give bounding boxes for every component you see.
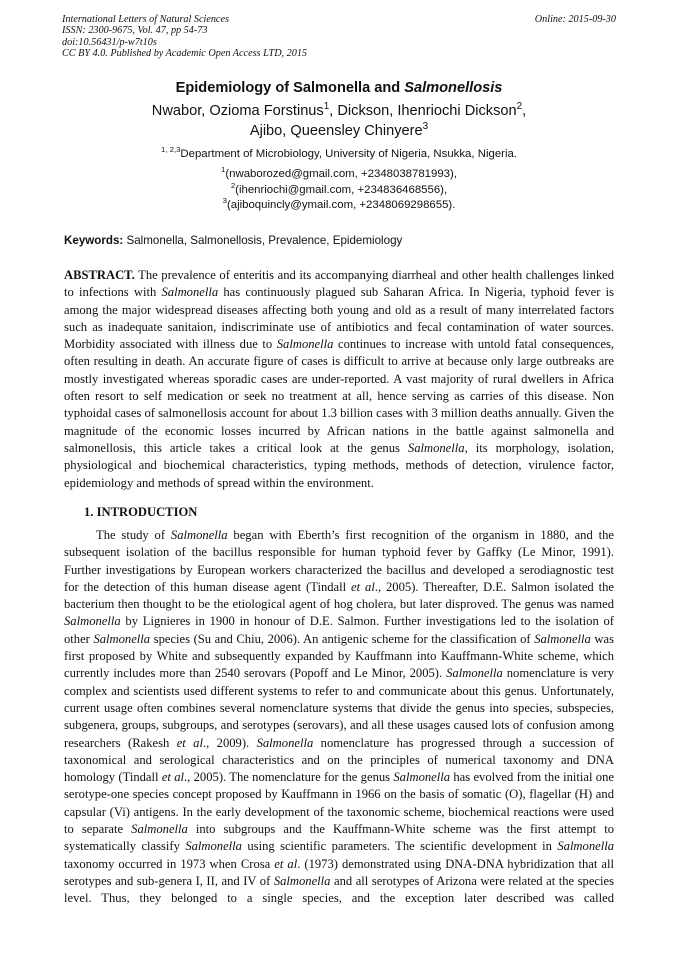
email-2-sup: 2	[230, 180, 236, 190]
journal-issn: ISSN: 2300-9675, Vol. 47, pp 54-73	[62, 25, 208, 37]
author-2-sup: 2	[516, 101, 523, 113]
contact-emails	[0, 167, 678, 214]
intro-segment: Salmonella	[393, 770, 451, 785]
intro-segment: Salmonella	[557, 839, 615, 854]
intro-segment: et al	[176, 735, 203, 750]
intro-segment: et al	[351, 579, 375, 594]
email-1-text[interactable]: (nwaborozed@gmail.com, +2348038781993),	[225, 168, 457, 180]
email-2	[0, 180, 678, 199]
intro-segment: into subgroups and the Kauffmann-White scheme was the first attempt to systematically classify	[64, 822, 614, 854]
title-italic: Salmonellosis	[404, 80, 503, 96]
author-1: Nwabor, Ozioma Forstinus	[151, 103, 324, 119]
intro-segment: . (1973) demonstrated using DNA-DNA hybridization that all serotypes and sub-genera I, II, and IV of	[64, 856, 614, 888]
affiliation	[0, 145, 678, 160]
section-heading-introduction: 1. INTRODUCTION	[84, 505, 198, 519]
intro-segment: Salmonella	[131, 822, 188, 837]
abstract-label: ABSTRACT.	[64, 268, 135, 282]
intro-segment: and all serotypes of Arizona were related at the species level. Thus, they belonged to a single species, and the exception later described was called	[64, 873, 614, 906]
intro-segment: ., 2009).	[202, 735, 257, 750]
email-1-sup: 1	[221, 165, 226, 175]
abstract-s4: , its morphology, isolation, physiological and biochemical characteristics, typing methods, methods of detection, virulence factor, epidemiology and methods of spread within the environment.	[64, 440, 614, 490]
intro-segment: Salmonella	[273, 873, 331, 888]
intro-segment: began with Eberth’s first recognition of the organism in 1880, and the subsequent isolation of the bacillus responsible for human typhoid fever by Gaffky (Le Minor, 1991). Further investigations by European workers characterized the bacillus and developed a serodiagnostic test for the detection of this human disease agent (Tindall	[64, 528, 614, 594]
intro-segment: was first proposed by White and subsequently expanded by Kauffmann into Kauffmann-White scheme, which currently includes more than 2540 serovars (Popoff and Le Minor, 2005).	[64, 631, 615, 681]
author-line-2	[0, 121, 678, 141]
affiliation-text: Department of Microbiology, University of Nigeria, Nsukka, Nigeria.	[180, 148, 517, 160]
intro-segment: nomenclature has progressed through a succession of taxonomical and serological characteristics and on the principles of numerical taxonomy and DNA homology (Tindall	[64, 735, 614, 785]
intro-segment: Salmonella	[170, 528, 228, 542]
abstract-s1: The prevalence of enteritis and its accompanying diarrheal and other health challenges linked to infections with	[64, 268, 614, 300]
email-3-text[interactable]: (ajiboquincly@ymail.com, +2348069298655).	[226, 199, 456, 212]
abstract-i2: Salmonella	[276, 337, 334, 352]
author-3: Ajibo, Queensley Chinyere	[249, 123, 423, 139]
intro-segment: ., 2005). Thereafter, D.E. Salmon isolated the bacterium then thought to be the etiological agent of hog cholera, but later disproved. The genus was named	[64, 579, 614, 612]
intro-segment: has evolved from the initial one serotype-one species concept proposed by Kauffmann in 1966 on the basis of somatic (O), flagellar (H) and capsular (Vi) antigens. In the early development of the taxonomic scheme, biochemical reactions were used to separate	[64, 770, 614, 837]
intro-segment: nomenclature is very complex and scientists used different systems to refer to and communicate about this genus. Unfortunately, current usage often combines several nomenclature systems that divide the genus into species, subspecies, subgenera, groups, subgroups, and serotypes (serovars), and all these usages caused lots of confusion among researchers (Rakesh	[64, 666, 615, 750]
keywords	[64, 234, 402, 247]
intro-segment: species (Su and Chiu, 2006). An antigenic scheme for the classification of	[150, 631, 535, 646]
author-line-1	[0, 101, 678, 121]
online-date: Online: 2015-09-30	[534, 14, 616, 25]
journal-name: International Letters of Natural Sciences	[62, 14, 229, 25]
email-3-sup: 3	[222, 196, 227, 206]
intro-segment: Salmonella	[93, 631, 151, 646]
abstract-i3: Salmonella	[407, 440, 465, 455]
author-3-sup: 3	[422, 121, 429, 133]
intro-segment: et al	[161, 770, 185, 785]
author-list	[0, 101, 678, 141]
intro-segment: The study of	[96, 528, 171, 542]
intro-segment: Salmonella	[534, 631, 591, 646]
abstract-s2: has continuously plagued sub Saharan Africa. In Nigeria, typhoid fever is among the major widespread diseases affecting both young and old as a result of many interrelated factors such as inadequate sanitaion, indiscriminate use of antibiotics and fecal contamination of water sources. Morbidity associated with illness due to	[64, 285, 615, 352]
email-3	[0, 198, 678, 214]
introduction-paragraph	[64, 527, 614, 908]
abstract-i1: Salmonella	[161, 285, 219, 300]
keywords-text: Salmonella, Salmonellosis, Prevalence, Epidemiology	[123, 234, 403, 247]
intro-segment: et al	[274, 856, 298, 871]
author-2: , Dickson, Ihenriochi Dickson	[329, 103, 517, 119]
journal-doi[interactable]: doi:10.56431/p-w7t10s	[62, 36, 157, 48]
intro-segment: by Lignieres in 1900 in honour of D.E. Salmon. Further investigations led to the isolation of other	[64, 614, 614, 646]
journal-license: CC BY 4.0. Published by Academic Open Access LTD, 2015	[62, 47, 308, 59]
keywords-label: Keywords:	[64, 234, 124, 247]
email-1	[0, 167, 678, 183]
email-2-text[interactable]: (ihenriochi@gmail.com, +234836468556),	[235, 183, 448, 196]
intro-segment: ., 2005). The nomenclature for the genus	[184, 770, 394, 785]
intro-segment: Salmonella	[446, 666, 503, 681]
intro-segment: Salmonella	[256, 735, 314, 750]
title-text: Epidemiology of Salmonella and	[175, 80, 405, 96]
paper-title	[0, 80, 678, 96]
affiliation-sup: 1, 2,3	[161, 145, 181, 155]
intro-segment: Salmonella	[64, 614, 121, 629]
author-2-end: ,	[522, 103, 527, 119]
intro-segment: taxonomy occurred in 1973 when Crosa	[64, 856, 275, 871]
intro-segment: Salmonella	[185, 839, 242, 854]
abstract-s3: continues to increase with untold fatal consequences, often resulting in death. An accurate figure of cases is difficult to arrive at because only large outbreaks are mostly investigated whereas sporadic cases are under-reported. A vast majority of rural dwellers in Africa often resort to self medication or seek no treatment at all, hence serving as carries of this disease. Non typhoidal cases of salmonellosis account for about 1.3 billion cases with 3 million deaths annually. Given the magnitude of the economic losses incurred by African nations in the battle against salmonella and salmonellosis, this article takes a critical look at the genus	[64, 337, 614, 455]
author-1-sup: 1	[323, 101, 330, 113]
abstract	[64, 267, 614, 492]
journal-header	[62, 14, 307, 59]
intro-segment: using scientific parameters. The scientific development in	[241, 839, 558, 854]
